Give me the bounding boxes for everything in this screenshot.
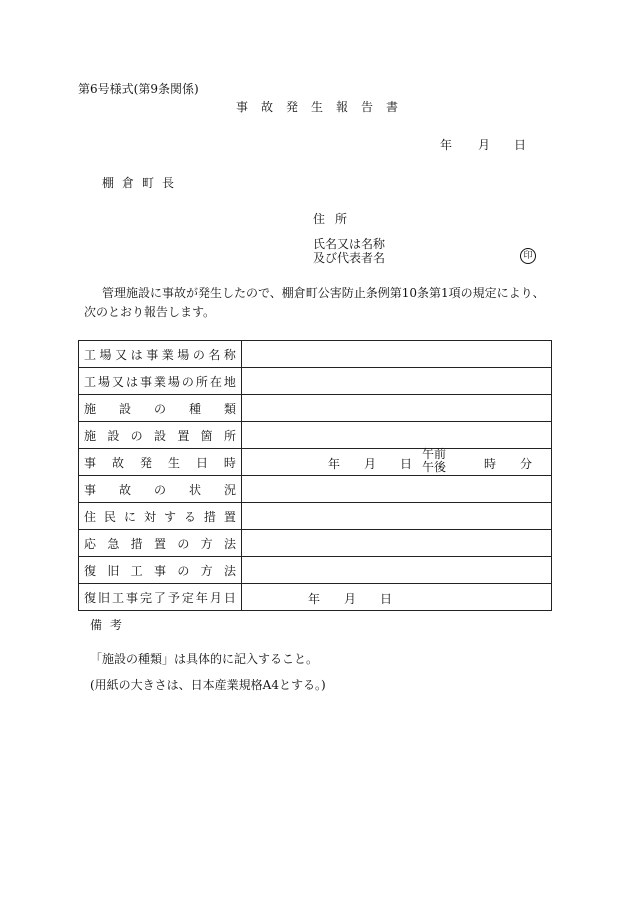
form-number: 第6号様式(第9条関係) [78, 82, 199, 96]
table-row [79, 503, 552, 530]
date-year-label: 年 [440, 138, 453, 152]
row-value-field[interactable] [242, 368, 552, 395]
row-label-text: 住 民 に 対 す る 措 置 [84, 509, 236, 524]
row-value-field[interactable] [242, 503, 552, 530]
note-facility-type: 「施設の種類」は具体的に記入すること。 [90, 652, 319, 666]
name-label: 氏名又は名称 [313, 237, 386, 251]
completion-month-label: 月 [344, 592, 357, 606]
row-value-field[interactable] [242, 395, 552, 422]
note-paper-size: (用紙の大きさは、日本産業規格A4とする。) [90, 678, 326, 692]
row-label-text: 復 旧 工 事 完 了 予 定 年 月 日 [84, 590, 236, 605]
row-label [79, 584, 242, 611]
row-label [79, 341, 242, 368]
row-label [79, 395, 242, 422]
row-value-field[interactable] [242, 341, 552, 368]
row-value-field[interactable] [242, 584, 552, 611]
row-label-text: 施 設 の 種 類 [84, 401, 236, 416]
row-label-text: 事 故 発 生 日 時 [84, 455, 236, 470]
table-row [79, 557, 552, 584]
addressee: 棚倉町長 [102, 176, 183, 190]
table-row [79, 368, 552, 395]
row-label [79, 530, 242, 557]
row-label [79, 503, 242, 530]
report-statement [84, 284, 554, 322]
row-value-field[interactable] [242, 530, 552, 557]
notes-heading: 備考 [90, 618, 131, 632]
datetime-day-label: 日 [400, 457, 413, 471]
datetime-year-label: 年 [328, 457, 341, 471]
table-row [79, 395, 552, 422]
row-value-field[interactable] [242, 557, 552, 584]
table-row [79, 449, 552, 476]
row-label-text: 工 場 又 は 事 業 場 の 所 在 地 [84, 374, 236, 389]
table-row [79, 341, 552, 368]
row-label [79, 476, 242, 503]
date-month-label: 月 [478, 138, 491, 152]
representative-label: 及び代表者名 [313, 251, 386, 265]
row-label-text: 復 旧 工 事 の 方 法 [84, 563, 236, 578]
table-row [79, 422, 552, 449]
row-label-text: 応 急 措 置 の 方 法 [84, 536, 236, 551]
row-label [79, 368, 242, 395]
report-statement-text: 管理施設に事故が発生したので、棚倉町公害防止条例第10条第1項の規定により、次のとおり報告します。 [84, 286, 545, 319]
row-label [79, 557, 242, 584]
row-label-text: 事 故 の 状 況 [84, 482, 236, 497]
row-label [79, 422, 242, 449]
row-value-field[interactable] [242, 422, 552, 449]
table-row [79, 530, 552, 557]
row-value-field[interactable] [242, 476, 552, 503]
table-row [79, 584, 552, 611]
datetime-minute-label: 分 [520, 457, 533, 471]
row-label-text: 工 場 又 は 事 業 場 の 名 称 [84, 347, 236, 362]
address-label: 住所 [313, 212, 358, 226]
completion-day-label: 日 [380, 592, 393, 606]
row-value-field[interactable] [242, 449, 552, 476]
date-day-label: 日 [514, 138, 527, 152]
am-pm-selector [422, 448, 446, 474]
completion-year-label: 年 [308, 592, 321, 606]
datetime-month-label: 月 [364, 457, 377, 471]
datetime-hour-label: 時 [484, 457, 497, 471]
seal-mark: 印 [520, 248, 536, 264]
document-title: 事故発生報告書 [236, 100, 412, 114]
report-table [78, 340, 552, 611]
am-label: 午前 [422, 447, 447, 461]
row-label-text: 施 設 の 設 置 箇 所 [84, 428, 236, 443]
table-row [79, 476, 552, 503]
row-label [79, 449, 242, 476]
pm-label: 午後 [422, 460, 447, 474]
